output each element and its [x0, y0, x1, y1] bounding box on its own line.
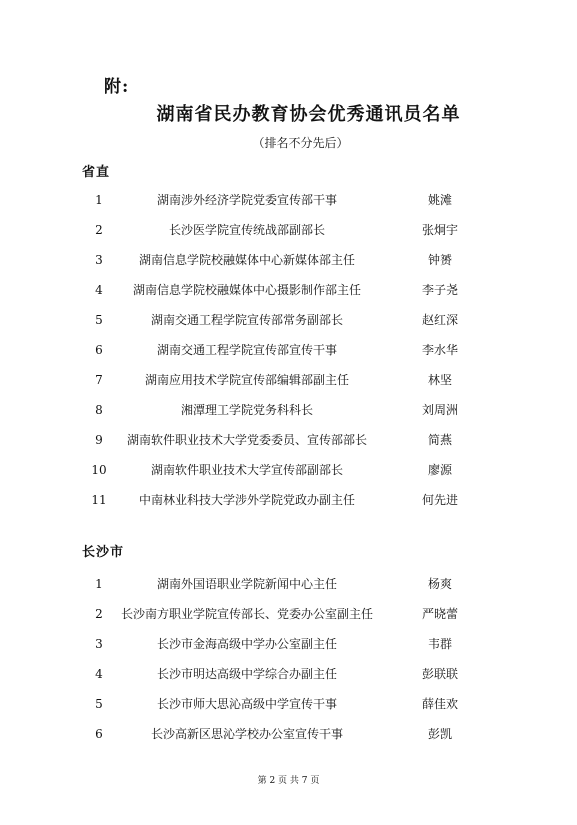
section-heading-provincial: 省直: [82, 165, 111, 180]
row-number: 1: [95, 577, 103, 591]
row-position: 湘潭理工学院党务科科长: [180, 403, 313, 417]
row-number: 2: [95, 607, 103, 621]
row-number: 2: [95, 223, 103, 237]
row-number: 7: [95, 373, 103, 387]
list-item: [0, 281, 577, 299]
row-position: 中南林业科技大学涉外学院党政办副主任: [138, 493, 355, 507]
section-heading-changsha: 长沙市: [82, 545, 125, 560]
row-name: 韦群: [427, 637, 452, 651]
row-number: 11: [91, 493, 107, 507]
list-item: [0, 431, 577, 449]
row-position: 湖南涉外经济学院党委宣传部干事: [156, 193, 337, 207]
row-name: 刘周洲: [421, 403, 458, 417]
list-item: [0, 605, 577, 623]
row-number: 10: [91, 463, 107, 477]
row-name: 钟赟: [427, 253, 452, 267]
row-name: 赵红深: [421, 313, 458, 327]
row-position: 长沙市师大思沁高级中学宣传干事: [156, 697, 337, 711]
row-number: 1: [95, 193, 103, 207]
list-item: [0, 341, 577, 359]
row-name: 彭凯: [427, 727, 452, 741]
row-position: 湖南应用技术学院宣传部编辑部副主任: [144, 373, 349, 387]
row-position: 湖南信息学院校融媒体中心新媒体部主任: [138, 253, 355, 267]
row-position: 湖南软件职业技术大学宣传部副部长: [150, 463, 343, 477]
row-name: 姚滩: [427, 193, 452, 207]
row-number: 6: [95, 343, 103, 357]
row-name: 李子尧: [421, 283, 458, 297]
row-name: 廖源: [427, 463, 452, 477]
row-position: 长沙市明达高级中学综合办副主任: [156, 667, 337, 681]
list-item: [0, 311, 577, 329]
row-name: 彭联联: [421, 667, 458, 681]
row-number: 5: [95, 313, 103, 327]
row-position: 湖南外国语职业学院新闻中心主任: [156, 577, 337, 591]
row-name: 严晓蕾: [421, 607, 458, 621]
row-name: 杨爽: [427, 577, 452, 591]
row-position: 湖南交通工程学院宣传部常务副部长: [150, 313, 343, 327]
row-position: 长沙高新区思沁学校办公室宣传干事: [150, 727, 343, 741]
row-position: 湖南信息学院校融媒体中心摄影制作部主任: [132, 283, 361, 297]
list-item: [0, 491, 577, 509]
list-item: [0, 725, 577, 743]
list-item: [0, 401, 577, 419]
row-position: 湖南交通工程学院宣传部宣传干事: [156, 343, 337, 357]
list-item: [0, 635, 577, 653]
row-position: 长沙市金海高级中学办公室副主任: [156, 637, 337, 651]
row-name: 薛佳欢: [421, 697, 458, 711]
list-item: [0, 371, 577, 389]
row-number: 3: [95, 637, 103, 651]
list-item: [0, 665, 577, 683]
row-name: 何先进: [421, 493, 458, 507]
appendix-label: 附:: [104, 77, 130, 97]
row-name: 李水华: [421, 343, 458, 357]
row-position: 长沙医学院宣传统战部副部长: [168, 223, 325, 237]
list-item: [0, 575, 577, 593]
row-number: 3: [95, 253, 103, 267]
row-name: 张炯宇: [421, 223, 458, 237]
document-title: 湖南省民办教育协会优秀通讯员名单: [156, 104, 461, 125]
row-position: 长沙南方职业学院宣传部长、党委办公室副主任: [120, 607, 373, 621]
list-item: [0, 221, 577, 239]
page-footer: 第 2 页 共 7 页: [257, 776, 320, 786]
row-number: 4: [95, 667, 103, 681]
list-item: [0, 191, 577, 209]
row-number: 5: [95, 697, 103, 711]
document-subtitle: （排名不分先后）: [252, 136, 349, 150]
row-position: 湖南软件职业技术大学党委委员、宣传部部长: [126, 433, 367, 447]
row-name: 简燕: [427, 433, 452, 447]
row-number: 8: [95, 403, 103, 417]
list-item: [0, 251, 577, 269]
row-number: 9: [95, 433, 103, 447]
row-number: 4: [95, 283, 103, 297]
list-item: [0, 695, 577, 713]
row-number: 6: [95, 727, 103, 741]
list-item: [0, 461, 577, 479]
row-name: 林坚: [427, 373, 452, 387]
